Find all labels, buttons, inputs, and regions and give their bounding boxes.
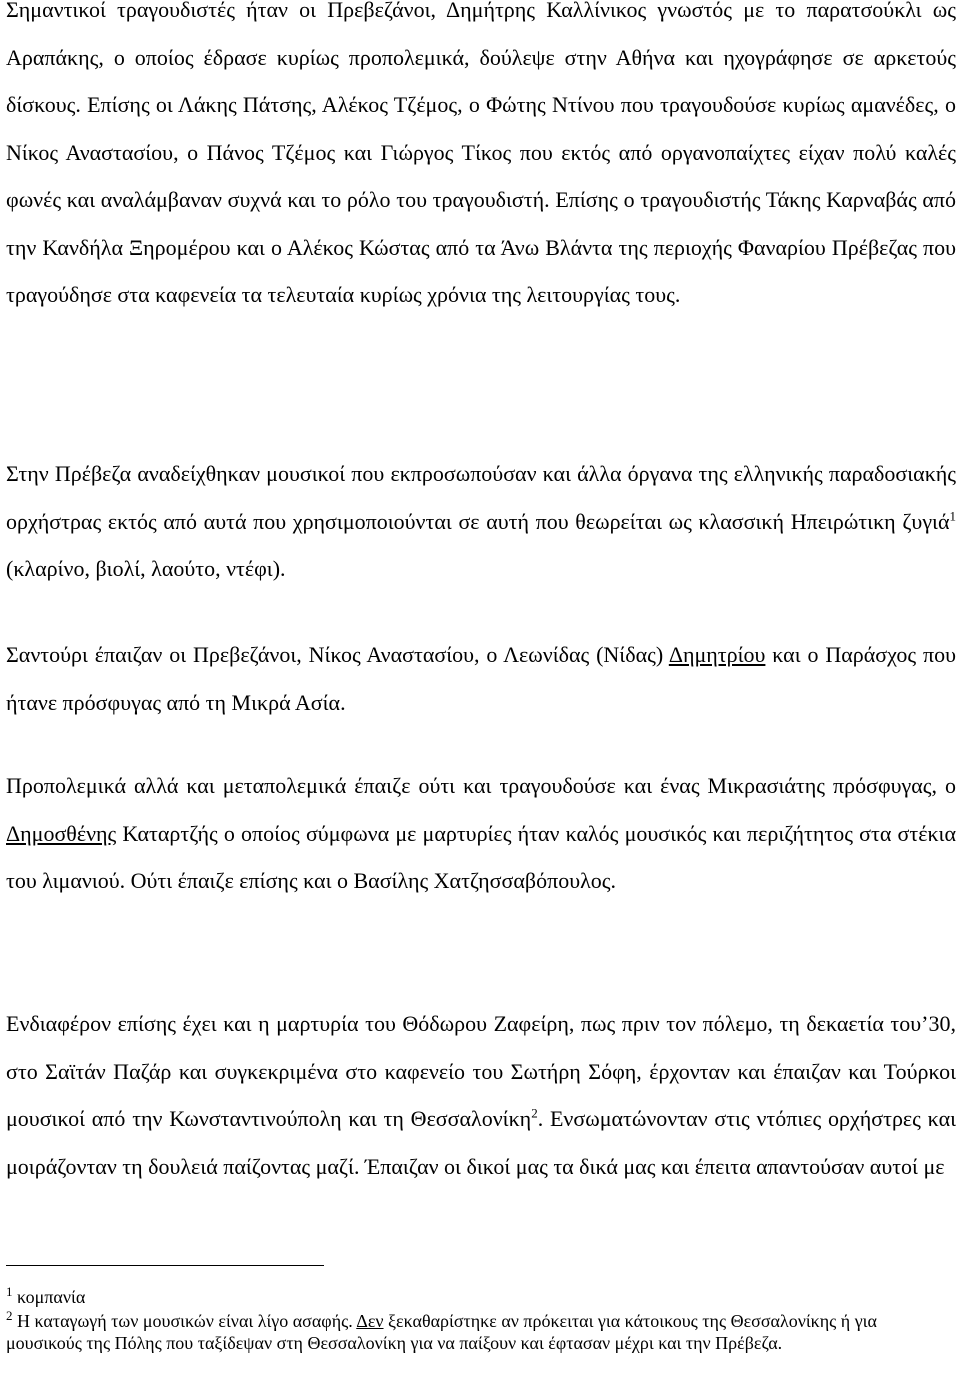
paragraph-instruments xyxy=(6,450,956,593)
footnote-2-tail: ξεκαθαρίστηκε αν πρόκειται για κάτοικους της Θεσσαλονίκης ή για μουσικούς της Πόλης που ταξίδεψαν στη Θεσσαλονίκη για να παίξουν και έφτασαν μέχρι και την Πρέβεζα. xyxy=(6,1311,877,1353)
paragraph-singers: Σημαντικοί τραγουδιστές ήταν οι Πρεβεζάνοι, Δημήτρης Καλλίνικος γνωστός με το παρατσούκλι ως Αραπάκης, ο οποίος έδρασε κυρίως προπολεμικά, δούλεψε στην Αθήνα και ηχογράφησε σε αρκετούς δίσκους. Επίσης οι Λάκης Πάτσης, Αλέκος Τζέμος, ο Φώτης Ντίνου που τραγουδούσε κυρίως αμανέδες, ο Νίκος Αναστασίου, ο Πάνος Τζέμος και Γιώργος Τίκος που εκτός από οργανοπαίχτες είχαν πολύ καλές φωνές και αναλάμβαναν συχνά και το ρόλο του τραγουδιστή. Επίσης ο τραγουδιστής Τάκης Καρναβάς από την Κανδήλα Ξηρομέρου και ο Αλέκος Κώστας από τα Άνω Βλάντα της περιοχής Φαναρίου Πρέβεζας που τραγούδησε στα καφενεία τα τελευταία κυρίως χρόνια της λειτουργίας τους. xyxy=(6,0,956,307)
paragraph-santouri-text: Σαντούρι έπαιζαν οι Πρεβεζάνοι, Νίκος Αναστασίου, ο Λεωνίδας (Νίδας) xyxy=(6,642,669,667)
footnote-2-number: 2 xyxy=(6,1308,13,1323)
paragraph-testimony-tail: . Ενσωματώνονταν στις ντόπιες ορχήστρες και μοιράζονταν τη δουλειά παίζοντας μαζί. Έπαιζαν οι δικοί μας τα δικά μας και έπειτα απαντούσαν αυτοί με xyxy=(6,1106,957,1179)
paragraph-oud-tail: Καταρτζής ο οποίος σύμφωνα με μαρτυρίες ήταν καλός μουσικός και περιζήτητος στα στέκια του λιμανιού. Ούτι έπαιζε επίσης και ο Βασίλης Χατζησσαβόπουλος. xyxy=(6,820,956,893)
paragraph-oud xyxy=(6,762,956,905)
paragraph-santouri xyxy=(6,631,956,726)
footnote-2-text: Η καταγωγή των μουσικών είναι λίγο ασαφής. xyxy=(12,1311,357,1331)
paragraph-santouri-tail: και ο Παράσχος που ήτανε πρόσφυγας από τη Μικρά Ασία. xyxy=(6,642,957,715)
footnote-2-underlined: Δεν xyxy=(356,1311,384,1331)
paragraph-instruments-text: Στην Πρέβεζα αναδείχθηκαν μουσικοί που εκπροσωπούσαν και άλλα όργανα της ελληνικής παραδοσιακής ορχήστρας εκτός από αυτά που χρησιμοποιούνται σε αυτή που θεωρείται ως κλασσική Ηπειρώτικη ζυγιά xyxy=(6,461,956,534)
underlined-name-dimosthenis: Δημοσθένης xyxy=(6,820,117,846)
paragraph-testimony xyxy=(6,1000,956,1190)
footnote-ref-2[interactable]: 2 xyxy=(531,1105,538,1121)
footnote-1-number: 1 xyxy=(6,1284,13,1299)
footnote-1-text: κομπανία xyxy=(12,1287,86,1307)
paragraph-testimony-text: Ενδιαφέρον επίσης έχει και η μαρτυρία του Θόδωρου Ζαφείρη, πως πριν τον πόλεμο, τη δεκαετία του’30, στο Σαϊτάν Παζάρ και συγκεκριμένα στο καφενείο του Σωτήρη Σόφη, έρχονταν και έπαιζαν και Τούρκοι μουσικοί από την Κωνσταντινούπολη και τη Θεσσαλονίκη xyxy=(6,1011,956,1131)
paragraph-oud-text: Προπολεμικά αλλά και μεταπολεμικά έπαιζε ούτι και τραγουδούσε και ένας Μικρασιάτης πρόσφυγας, ο xyxy=(6,773,956,798)
footnote-1 xyxy=(6,1286,956,1308)
underlined-name-dimitriou: Δημητρίου xyxy=(668,642,766,667)
paragraph-instruments-tail: (κλαρίνο, βιολί, λαούτο, ντέφι). xyxy=(6,556,286,581)
footnote-separator xyxy=(6,1265,324,1266)
footnote-2 xyxy=(6,1310,956,1354)
footnote-ref-1[interactable]: 1 xyxy=(949,508,956,524)
